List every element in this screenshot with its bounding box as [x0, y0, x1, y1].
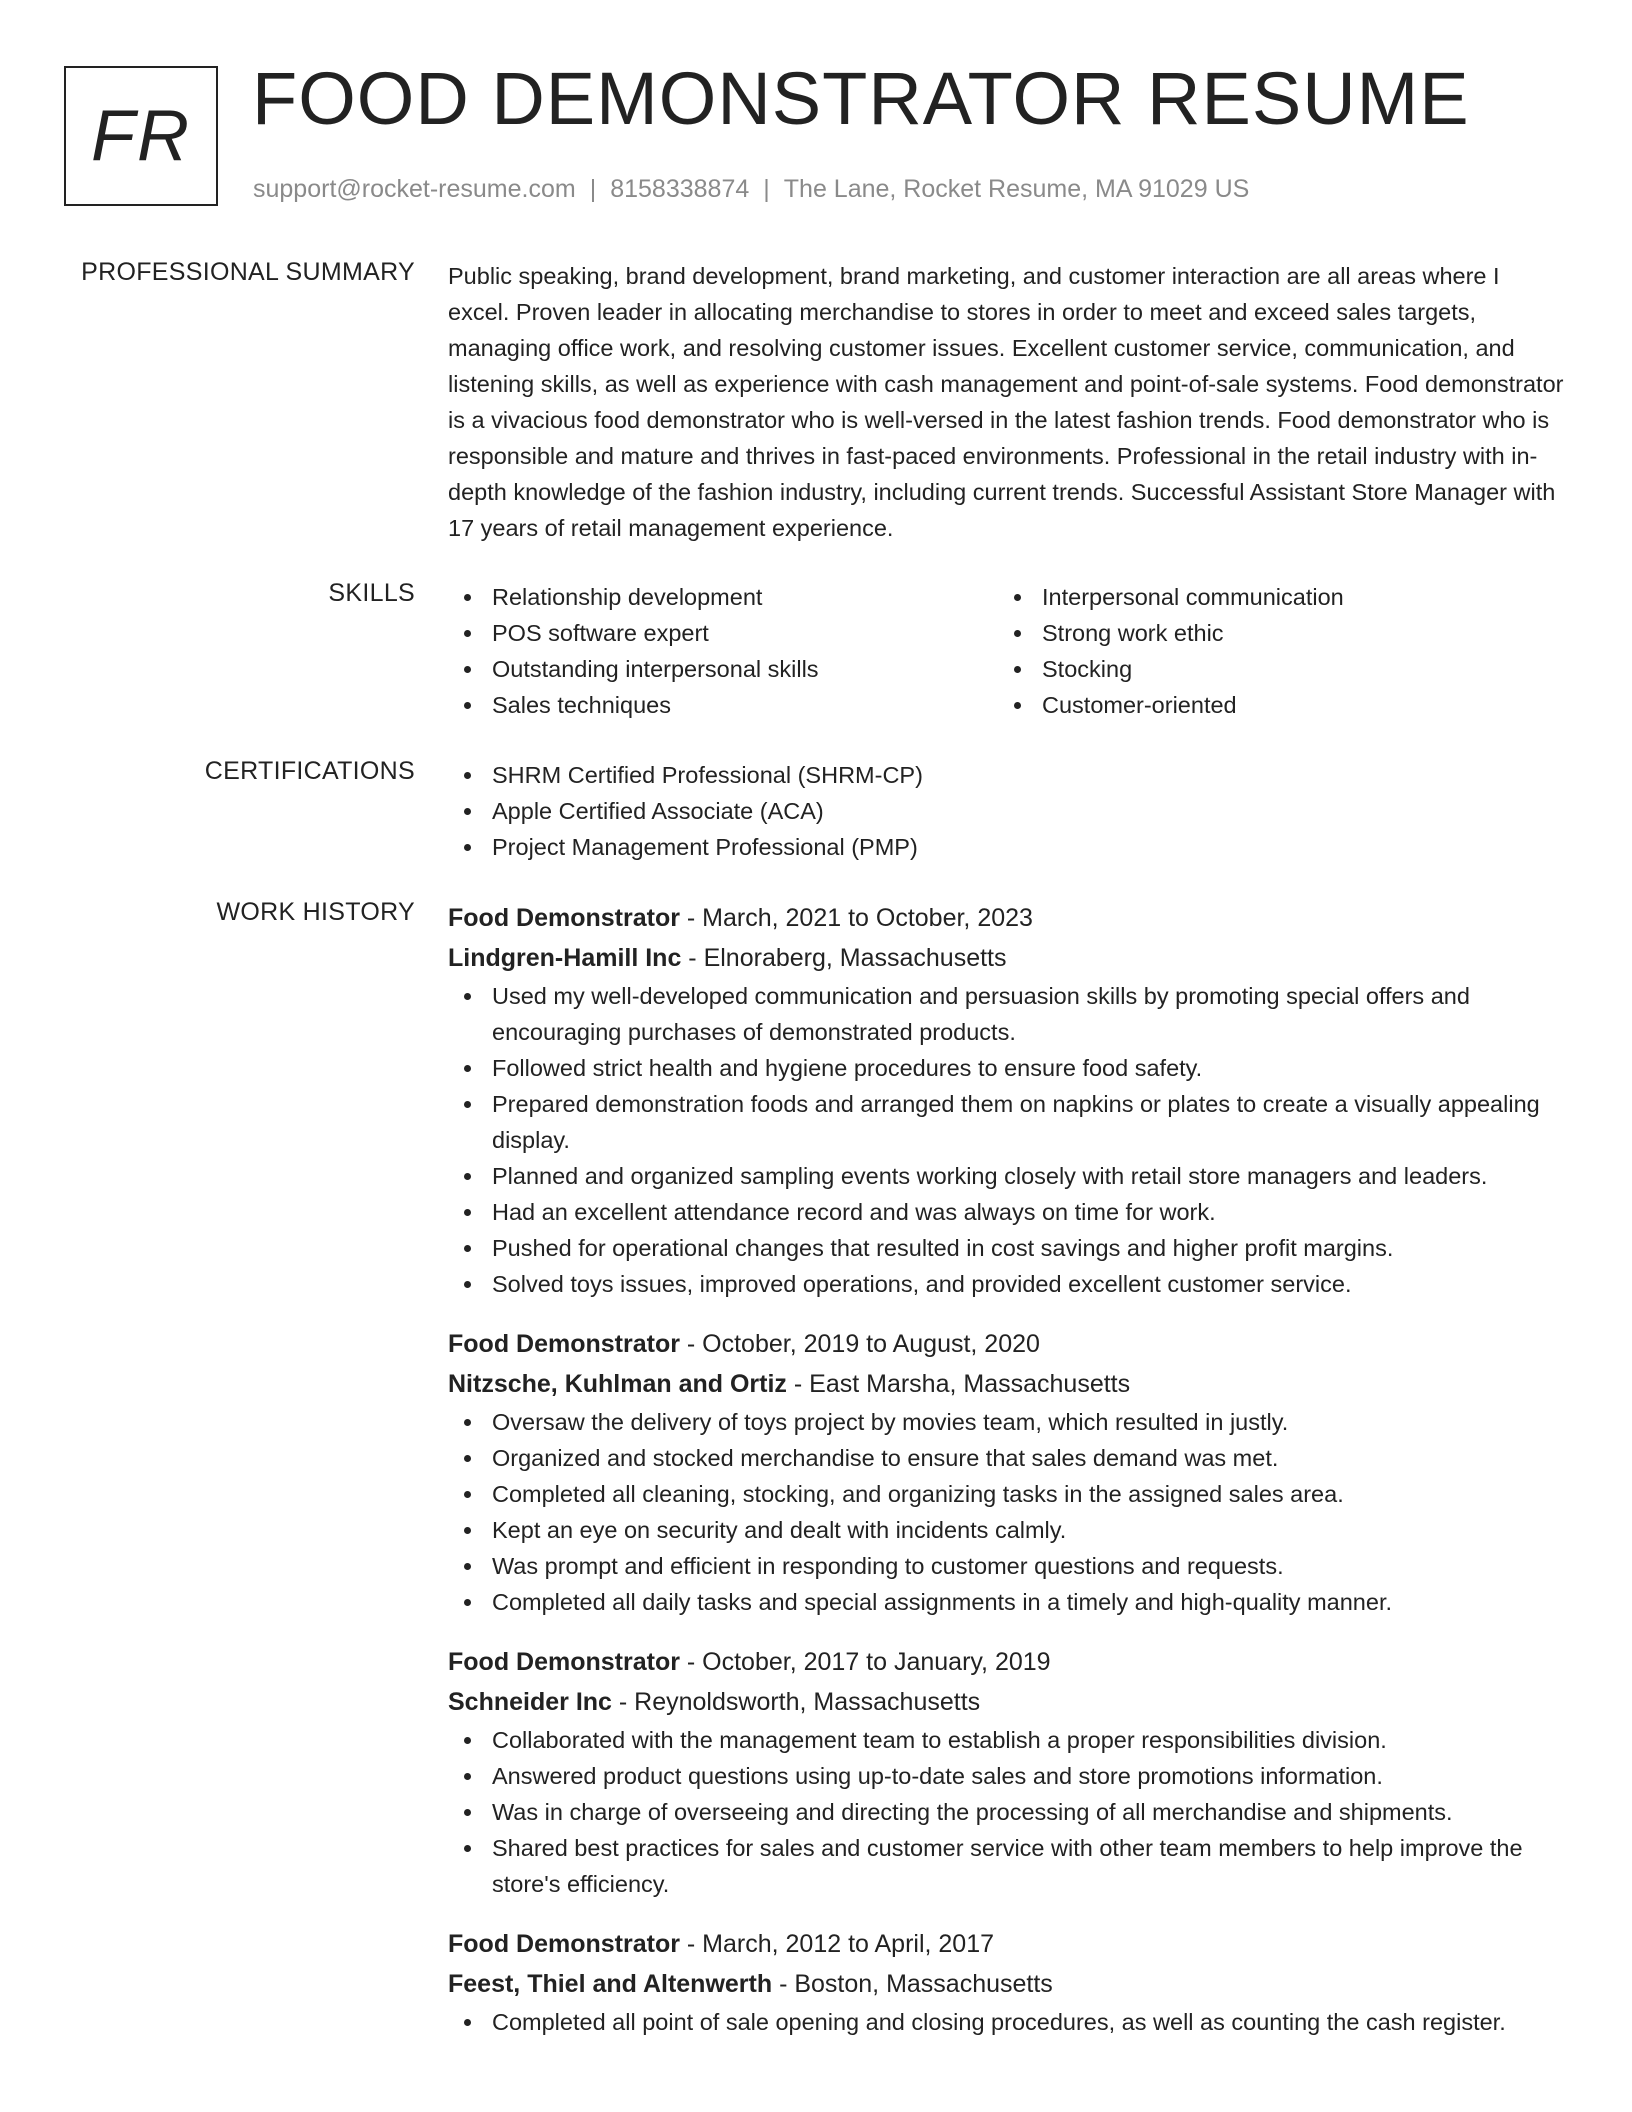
section-heading: SKILLS [328, 579, 415, 607]
job-duty-item: Prepared demonstration foods and arranged them on napkins or plates to create a visually appealing display. [448, 1086, 1566, 1158]
job-entry [448, 1924, 1566, 2040]
job-location: - Elnoraberg, Massachusetts [681, 944, 1007, 972]
monogram-badge [64, 66, 218, 206]
skill-item: Interpersonal communication [998, 579, 1548, 615]
certification-item: SHRM Certified Professional (SHRM-CP) [448, 757, 1566, 793]
job-dates: - March, 2021 to October, 2023 [679, 904, 1033, 932]
job-duty-item: Followed strict health and hygiene procedures to ensure food safety. [448, 1050, 1566, 1086]
job-duty-item: Organized and stocked merchandise to ensure that sales demand was met. [448, 1440, 1566, 1476]
job-title: Food Demonstrator [448, 1330, 680, 1358]
job-duties-list [448, 1722, 1566, 1902]
contact-address: The Lane, Rocket Resume, MA 91029 US [783, 175, 1250, 203]
job-entry [448, 898, 1566, 1302]
job-title-line [448, 1324, 1566, 1364]
section-heading: CERTIFICATIONS [204, 757, 415, 785]
job-entry [448, 1642, 1566, 1902]
skill-item: Stocking [998, 651, 1548, 687]
job-duties-list [448, 2004, 1566, 2040]
job-title: Food Demonstrator [448, 904, 680, 932]
section-heading: WORK HISTORY [216, 898, 415, 926]
section-heading: PROFESSIONAL SUMMARY [81, 258, 415, 286]
contact-phone: 8158338874 [610, 175, 750, 203]
skills-columns [448, 579, 1566, 723]
skill-item: Strong work ethic [998, 615, 1548, 651]
skills-list-right [998, 579, 1548, 723]
summary-text: Public speaking, brand development, brand marketing, and customer interaction are all areas where I excel. Proven leader in allocating merchandise to stores in order to meet and exceed sales targets, managing office work, and resolving customer issues. Excellent customer service, communication, and listening skills, as well as experience with cash management and point-of-sale systems. Food demonstrator is a vivacious food demonstrator who is well-versed in the latest fashion trends. Food demonstrator who is responsible and mature and thrives in fast-paced environments. Professional in the retail industry with in-depth knowledge of the fashion industry, including current trends. Successful Assistant Store Manager with 17 years of retail management experience. [448, 263, 1564, 541]
job-location: - Boston, Massachusetts [772, 1970, 1053, 1998]
job-duty-item: Completed all cleaning, stocking, and organizing tasks in the assigned sales area. [448, 1476, 1566, 1512]
skill-item: Outstanding interpersonal skills [448, 651, 998, 687]
job-duty-item: Was prompt and efficient in responding to customer questions and requests. [448, 1548, 1566, 1584]
job-duty-item: Kept an eye on security and dealt with incidents calmly. [448, 1512, 1566, 1548]
job-title: Food Demonstrator [448, 1930, 680, 1958]
job-dates: - October, 2019 to August, 2020 [679, 1330, 1040, 1358]
job-duty-item: Collaborated with the management team to establish a proper responsibilities division. [448, 1722, 1566, 1758]
job-duties-list [448, 978, 1566, 1302]
contact-line [253, 175, 1249, 204]
skills-body [448, 579, 1566, 723]
job-duty-item: Shared best practices for sales and customer service with other team members to help improve the store's efficiency. [448, 1830, 1566, 1902]
certification-item: Apple Certified Associate (ACA) [448, 793, 1566, 829]
job-location: - Reynoldsworth, Massachusetts [611, 1688, 981, 1716]
contact-separator: | [763, 175, 770, 203]
job-title-line [448, 898, 1566, 938]
job-duty-item: Had an excellent attendance record and was always on time for work. [448, 1194, 1566, 1230]
job-company-line [448, 1964, 1566, 2004]
monogram-initials: FR [91, 96, 191, 176]
job-company: Nitzsche, Kuhlman and Ortiz [448, 1370, 787, 1398]
job-title-line [448, 1642, 1566, 1682]
job-dates: - October, 2017 to January, 2019 [679, 1648, 1051, 1676]
contact-email: support@rocket-resume.com [253, 175, 576, 203]
job-duty-item: Was in charge of overseeing and directing the processing of all merchandise and shipments. [448, 1794, 1566, 1830]
job-title: Food Demonstrator [448, 1648, 680, 1676]
job-duty-item: Solved toys issues, improved operations, and provided excellent customer service. [448, 1266, 1566, 1302]
summary-body [448, 258, 1566, 546]
certifications-body [448, 757, 1566, 865]
resume-title: FOOD DEMONSTRATOR RESUME [252, 57, 1470, 140]
skills-list-left [448, 579, 998, 723]
job-company-line [448, 1682, 1566, 1722]
job-location: - East Marsha, Massachusetts [786, 1370, 1131, 1398]
job-company: Lindgren-Hamill Inc [448, 944, 682, 972]
certifications-list [448, 757, 1566, 865]
skill-item: Relationship development [448, 579, 998, 615]
job-company: Feest, Thiel and Altenwerth [448, 1970, 773, 1998]
job-company-line [448, 938, 1566, 978]
job-duty-item: Planned and organized sampling events working closely with retail store managers and leaders. [448, 1158, 1566, 1194]
certification-item: Project Management Professional (PMP) [448, 829, 1566, 865]
job-duty-item: Answered product questions using up-to-date sales and store promotions information. [448, 1758, 1566, 1794]
skill-item: POS software expert [448, 615, 998, 651]
job-duties-list [448, 1404, 1566, 1620]
job-duty-item: Completed all daily tasks and special assignments in a timely and high-quality manner. [448, 1584, 1566, 1620]
job-duty-item: Oversaw the delivery of toys project by movies team, which resulted in justly. [448, 1404, 1566, 1440]
job-duty-item: Completed all point of sale opening and closing procedures, as well as counting the cash register. [448, 2004, 1566, 2040]
job-company: Schneider Inc [448, 1688, 612, 1716]
contact-separator: | [589, 175, 597, 203]
skill-item: Sales techniques [448, 687, 998, 723]
skill-item: Customer-oriented [998, 687, 1548, 723]
work-history-body [448, 898, 1566, 2062]
job-company-line [448, 1364, 1566, 1404]
job-dates: - March, 2012 to April, 2017 [679, 1930, 995, 1958]
job-entry [448, 1324, 1566, 1620]
job-title-line [448, 1924, 1566, 1964]
job-duty-item: Pushed for operational changes that resulted in cost savings and higher profit margins. [448, 1230, 1566, 1266]
job-duty-item: Used my well-developed communication and persuasion skills by promoting special offers and encouraging purchases of demonstrated products. [448, 978, 1566, 1050]
